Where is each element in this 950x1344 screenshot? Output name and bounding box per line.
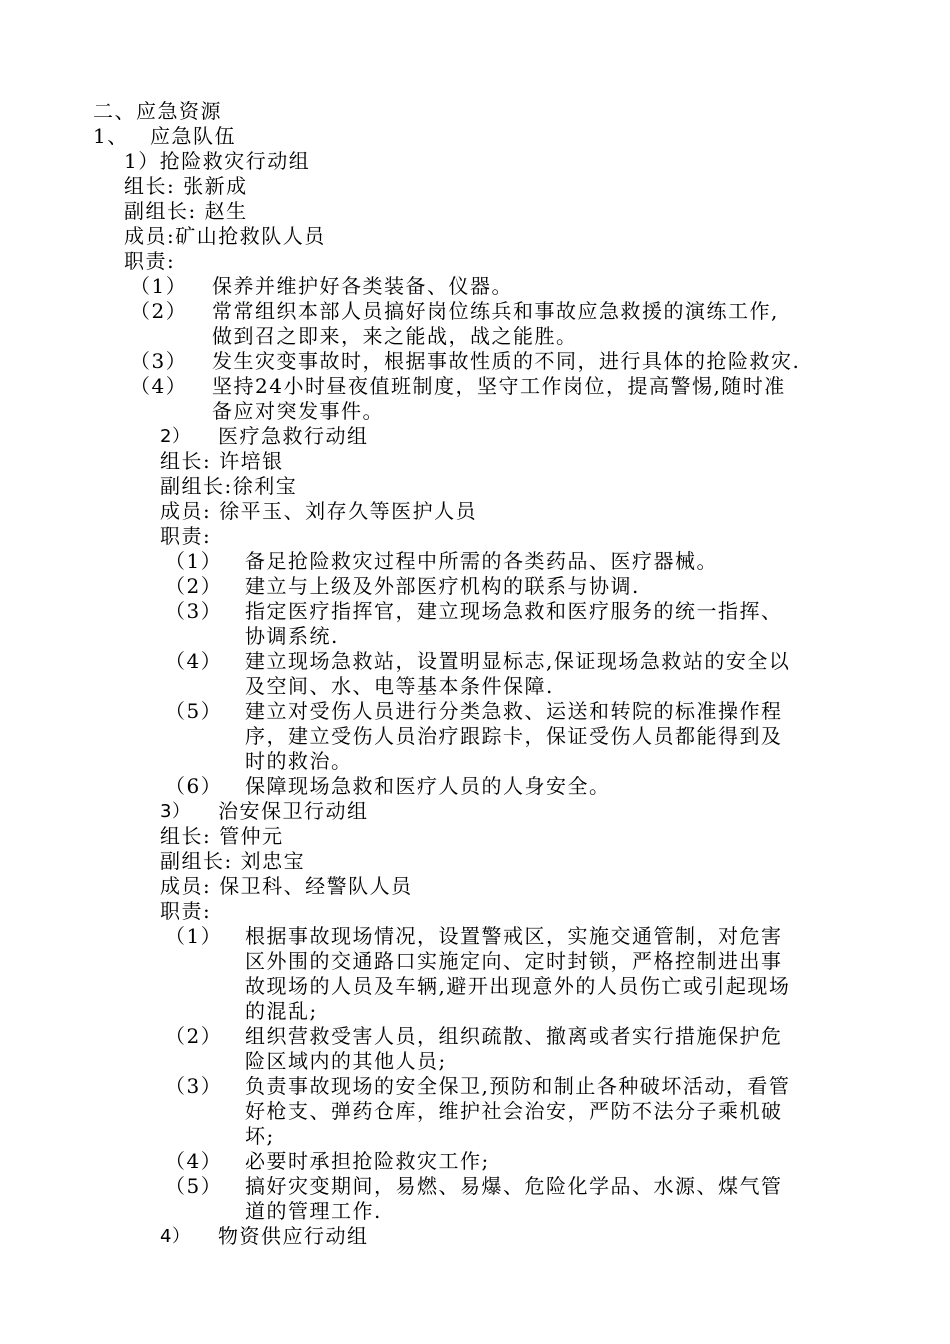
duty-number: （4） — [165, 1149, 223, 1173]
group1-title: 1）抢险救灾行动组 — [124, 149, 311, 173]
duty-text: 建立与上级及外部医疗机构的联系与协调. — [245, 574, 640, 598]
duty-text: 道的管理工作. — [245, 1199, 382, 1223]
duty-number: （2） — [165, 1024, 223, 1048]
duty-text: 时的救治。 — [245, 749, 353, 773]
duty-text: 组织营救受害人员，组织疏散、撤离或者实行措施保护危 — [245, 1024, 783, 1048]
duty-text: 坏; — [245, 1124, 275, 1148]
duty-text: 建立对受伤人员进行分类急救、运送和转院的标准操作程 — [245, 699, 783, 723]
duty-text: 的混乱; — [245, 999, 318, 1023]
subsection-title: 应急队伍 — [150, 124, 236, 148]
duty-text: 备足抢险救灾过程中所需的各类药品、医疗器械。 — [245, 549, 718, 573]
duty-text: 序，建立受伤人员治疗跟踪卡，保证受伤人员都能得到及 — [245, 724, 783, 748]
duty-text: 指定医疗指挥官，建立现场急救和医疗服务的统一指挥、 — [245, 599, 783, 623]
group2-members: 成员: 徐平玉、刘存久等医护人员 — [160, 499, 478, 523]
duty-text: 坚持24小时昼夜值班制度，坚守工作岗位，提高警惕,随时准 — [212, 374, 786, 398]
duty-number: （1） — [130, 274, 188, 298]
group1-duties-label: 职责: — [124, 249, 176, 273]
group3-number: 3） — [160, 801, 191, 822]
duty-text: 搞好灾变期间，易燃、易爆、危险化学品、水源、煤气管 — [245, 1174, 783, 1198]
group2-title: 医疗急救行动组 — [218, 424, 369, 448]
group4-number: 4） — [160, 1226, 191, 1247]
duty-text: 发生灾变事故时，根据事故性质的不同，进行具体的抢险救灾. — [212, 349, 801, 373]
group1-leader: 组长: 张新成 — [124, 174, 248, 198]
duty-number: （3） — [165, 1074, 223, 1098]
duty-number: （6） — [165, 774, 223, 798]
duty-text: 必要时承担抢险救灾工作; — [245, 1149, 490, 1173]
duty-text: 负责事故现场的安全保卫,预防和制止各种破坏活动，看管 — [245, 1074, 791, 1098]
group1-deputy: 副组长: 赵生 — [124, 199, 248, 223]
duty-text: 及空间、水、电等基本条件保障. — [245, 674, 554, 698]
group3-title: 治安保卫行动组 — [218, 799, 369, 823]
duty-text: 建立现场急救站，设置明显标志,保证现场急救站的安全以 — [245, 649, 791, 673]
duty-text: 保障现场急救和医疗人员的人身安全。 — [245, 774, 611, 798]
duty-text: 保养并维护好各类装备、仪器。 — [212, 274, 513, 298]
group1-members: 成员:矿山抢救队人员 — [124, 224, 326, 248]
group3-leader: 组长: 管仲元 — [160, 824, 284, 848]
group2-leader: 组长: 许培银 — [160, 449, 284, 473]
duty-number: （2） — [130, 299, 188, 323]
duty-text: 常常组织本部人员搞好岗位练兵和事故应急救援的演练工作, — [212, 299, 779, 323]
group2-duties-label: 职责: — [160, 524, 212, 548]
duty-number: （3） — [165, 599, 223, 623]
duty-number: （5） — [165, 699, 223, 723]
group2-number: 2） — [160, 426, 191, 447]
duty-number: （5） — [165, 1174, 223, 1198]
duty-text: 好枪支、弹药仓库，维护社会治安，严防不法分子乘机破 — [245, 1099, 783, 1123]
duty-text: 根据事故现场情况，设置警戒区，实施交通管制，对危害 — [245, 924, 783, 948]
subsection-number: 1、 — [93, 124, 129, 148]
duty-text: 险区域内的其他人员; — [245, 1049, 447, 1073]
duty-number: （2） — [165, 574, 223, 598]
group3-duties-label: 职责: — [160, 899, 212, 923]
duty-number: （4） — [165, 649, 223, 673]
duty-number: （1） — [165, 924, 223, 948]
group4-title: 物资供应行动组 — [218, 1224, 369, 1248]
duty-text: 备应对突发事件。 — [212, 399, 384, 423]
section-heading: 二、应急资源 — [93, 99, 222, 123]
duty-text: 区外围的交通路口实施定向、定时封锁，严格控制进出事 — [245, 949, 783, 973]
duty-number: （4） — [130, 374, 188, 398]
group2-deputy: 副组长:徐利宝 — [160, 474, 298, 498]
duty-text: 协调系统. — [245, 624, 339, 648]
group3-deputy: 副组长: 刘忠宝 — [160, 849, 306, 873]
duty-text: 做到召之即来，来之能战，战之能胜。 — [212, 324, 578, 348]
group3-members: 成员: 保卫科、经警队人员 — [160, 874, 413, 898]
duty-number: （3） — [130, 349, 188, 373]
duty-number: （1） — [165, 549, 223, 573]
duty-text: 故现场的人员及车辆,避开出现意外的人员伤亡或引起现场 — [245, 974, 791, 998]
